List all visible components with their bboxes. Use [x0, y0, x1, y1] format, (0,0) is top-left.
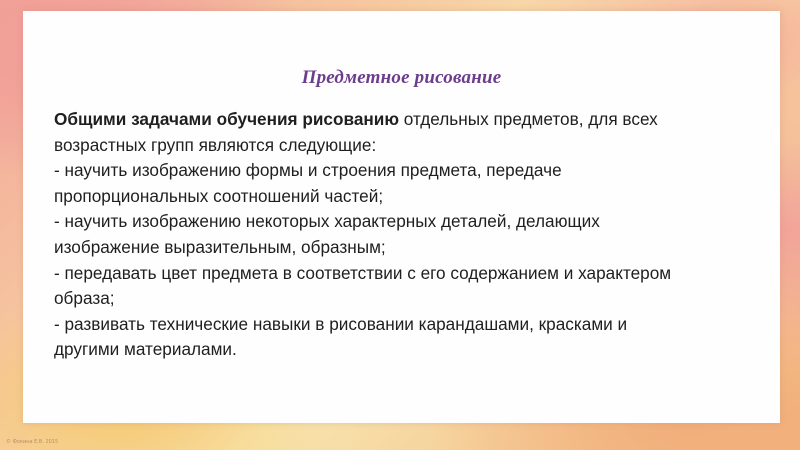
body-line: - научить изображению некоторых характерных деталей, делающих [54, 211, 600, 232]
copyright-text: © Фокина Е.В. 2015 [6, 439, 59, 445]
body-line: - передавать цвет предмета в соответствии с его содержанием и характером [54, 262, 672, 283]
body-line: - развивать технические навыки в рисовании карандашами, красками и [54, 313, 628, 334]
intro-line-1 [54, 107, 754, 133]
slide-card [23, 11, 780, 423]
body-line: - научить изображению формы и строения предмета, передаче [54, 160, 562, 181]
intro-regular-text: отдельных предметов, для всех [399, 109, 658, 129]
slide-body-text [54, 107, 754, 363]
body-line: изображение выразительным, образным; [54, 236, 386, 257]
body-line: образа; [54, 288, 115, 309]
slide-title: Предметное рисование [301, 67, 502, 88]
intro-bold-text: Общими задачами обучения рисованию [54, 109, 399, 129]
intro-line-2: возрастных групп являются следующие: [54, 134, 377, 155]
body-line: пропорциональных соотношений частей; [54, 185, 384, 206]
body-line: другими материалами. [54, 339, 237, 360]
